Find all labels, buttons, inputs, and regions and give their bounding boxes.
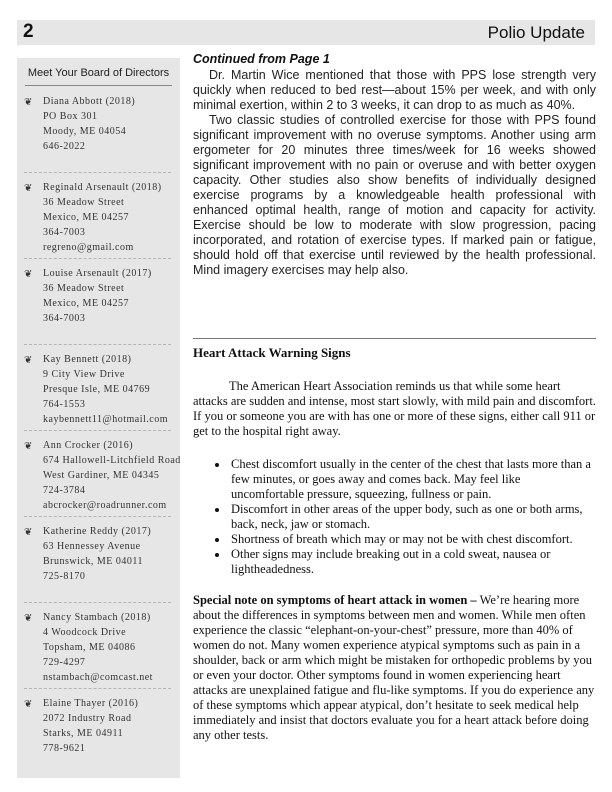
special-note-lead: Special note on symptoms of heart attack in women –	[193, 593, 477, 607]
entry-divider	[24, 172, 171, 173]
page-number: 2	[23, 21, 34, 42]
entry-divider	[24, 516, 171, 517]
director-name: Ann Crocker (2016)	[43, 440, 134, 451]
page-header	[17, 20, 595, 45]
director-detail: 9 City View Drive	[43, 369, 125, 380]
directors-list	[22, 94, 181, 782]
section-divider	[193, 338, 596, 339]
director-name: Louise Arsenault (2017)	[43, 268, 152, 279]
director-detail: kaybennett11@hotmail.com	[43, 414, 168, 425]
article-paragraph: Two classic studies of controlled exercise for those with PPS found significant improvement with no overuse symptoms. Another using arm ergometer for 20 minutes three times/week for 16 weeks showed significant improvement with no pain or overuse and with better oxygen capacity. Other studies also show benefits of individually designed exercise programs by a knowledgeable health professional with enhanced optimal health, range of motion and capacity for activity. Exercise should be low to moderate with slow progression, pacing incorporated, and rotation of exercise types. If marked pain or fatigue, should hold off that exercise until reviewed by the health professional. Mind imagery exercises may help also.	[193, 113, 596, 277]
section-heading: Heart Attack Warning Signs	[193, 345, 351, 360]
director-entry	[22, 266, 177, 352]
director-detail: Mexico, ME 04257	[43, 212, 130, 223]
director-detail: Presque Isle, ME 04769	[43, 384, 151, 395]
director-detail: 646-2022	[43, 141, 86, 152]
director-entry	[22, 180, 177, 266]
director-detail: abcrocker@roadrunner.com	[43, 500, 167, 511]
entry-divider	[24, 430, 171, 431]
director-detail: 725-8170	[43, 571, 86, 582]
director-name: Kay Bennett (2018)	[43, 354, 132, 365]
sidebar-title: Meet Your Board of Directors	[27, 67, 170, 79]
director-entry	[22, 438, 181, 524]
director-detail: Moody, ME 04054	[43, 126, 127, 137]
director-entry	[22, 610, 177, 696]
director-detail: 2072 Industry Road	[43, 713, 132, 724]
director-detail: 778-9621	[43, 743, 86, 754]
director-name: Reginald Arsenault (2018)	[43, 182, 162, 193]
bullet-icon: ❦	[24, 97, 33, 108]
heart-attack-section	[193, 345, 596, 743]
intro-paragraph: The American Heart Association reminds us that while some heart attacks are sudden and intense, most start slowly, with mild pain and discomfort. If you or someone you are with has one or more of these signs, either call 911 or get to the hospital right away.	[193, 379, 596, 438]
director-name: Nancy Stambach (2018)	[43, 612, 151, 623]
director-detail: regreno@gmail.com	[43, 242, 134, 253]
director-entry	[22, 524, 177, 610]
bullet-icon: ❦	[24, 183, 33, 194]
director-detail: 674 Hallowell-Litchfield Road	[43, 455, 181, 466]
list-item: • Shortness of breath which may or may not be with chest discomfort.	[229, 532, 596, 547]
director-detail: 729-4297	[43, 657, 86, 668]
director-detail: Topsham, ME 04086	[43, 642, 136, 653]
director-entry	[22, 352, 177, 438]
publication-title: Polio Update	[487, 23, 585, 42]
director-detail: Starks, ME 04911	[43, 728, 124, 739]
entry-divider	[24, 344, 171, 345]
entry-divider	[24, 688, 171, 689]
bullet-icon: ❦	[24, 269, 33, 280]
bullet-icon: ❦	[24, 699, 33, 710]
list-item: • Chest discomfort usually in the center of the chest that lasts more than a few minutes, or goes away and comes back. May feel like uncomfortable pressure, squeezing, fullness or pain.	[229, 457, 596, 502]
director-name: Diana Abbott (2018)	[43, 96, 136, 107]
director-detail: 36 Meadow Street	[43, 197, 125, 208]
director-entry	[22, 696, 177, 782]
sidebar-divider	[25, 85, 172, 86]
director-entry	[22, 94, 177, 180]
director-detail: 4 Woodcock Drive	[43, 627, 127, 638]
special-note-body: We’re hearing more about the differences in symptoms between men and women. While men often experience the classic “elephant-on-your-chest” pressure, more than 40% of women do not. Many women experience atypical symptoms such as pain in a shoulder, back or arm which might be mistaken for orthopedic problems by you or even your doctor. Other symptoms found in women experiencing heart attacks are unexplained fatigue and flu-like symptoms. If you do experience any of these symptoms which appear atypical, don’t hesitate to seek medical help immediately and insist that doctors evaluate you for a heart attack before doing any other tests.	[193, 593, 595, 742]
article-paragraph: Dr. Martin Wice mentioned that those with PPS lose strength very quickly when reduced to bed rest—about 15% per week, and with only minimal exertion, within 2 to 3 weeks, it can drop to as much as 40%.	[193, 68, 596, 112]
director-detail: West Gardiner, ME 04345	[43, 470, 160, 481]
director-detail: 63 Hennessey Avenue	[43, 541, 141, 552]
bullet-icon: ❦	[24, 613, 33, 624]
director-name: Katherine Reddy (2017)	[43, 526, 152, 537]
bullet-icon: ❦	[24, 355, 33, 366]
director-detail: 724-3784	[43, 485, 86, 496]
director-detail: 36 Meadow Street	[43, 283, 125, 294]
list-item: • Discomfort in other areas of the upper body, such as one or both arms, back, neck, jaw or stomach.	[229, 502, 596, 532]
continued-article	[193, 52, 596, 278]
bullet-icon: ❦	[24, 441, 33, 452]
director-detail: Brunswick, ME 04011	[43, 556, 143, 567]
entry-divider	[24, 602, 171, 603]
director-detail: PO Box 301	[43, 111, 98, 122]
continued-heading: Continued from Page 1	[193, 52, 330, 66]
director-detail: nstambach@comcast.net	[43, 672, 153, 683]
board-sidebar	[17, 58, 180, 778]
warning-signs-list	[193, 457, 596, 577]
list-item: • Other signs may include breaking out in a cold sweat, nausea or lightheadedness.	[229, 547, 596, 577]
entry-divider	[24, 258, 171, 259]
director-detail: 764-1553	[43, 399, 86, 410]
director-detail: Mexico, ME 04257	[43, 298, 130, 309]
director-detail: 364-7003	[43, 313, 86, 324]
director-name: Elaine Thayer (2016)	[43, 698, 139, 709]
special-note-paragraph	[193, 593, 596, 743]
director-detail: 364-7003	[43, 227, 86, 238]
bullet-icon: ❦	[24, 527, 33, 538]
